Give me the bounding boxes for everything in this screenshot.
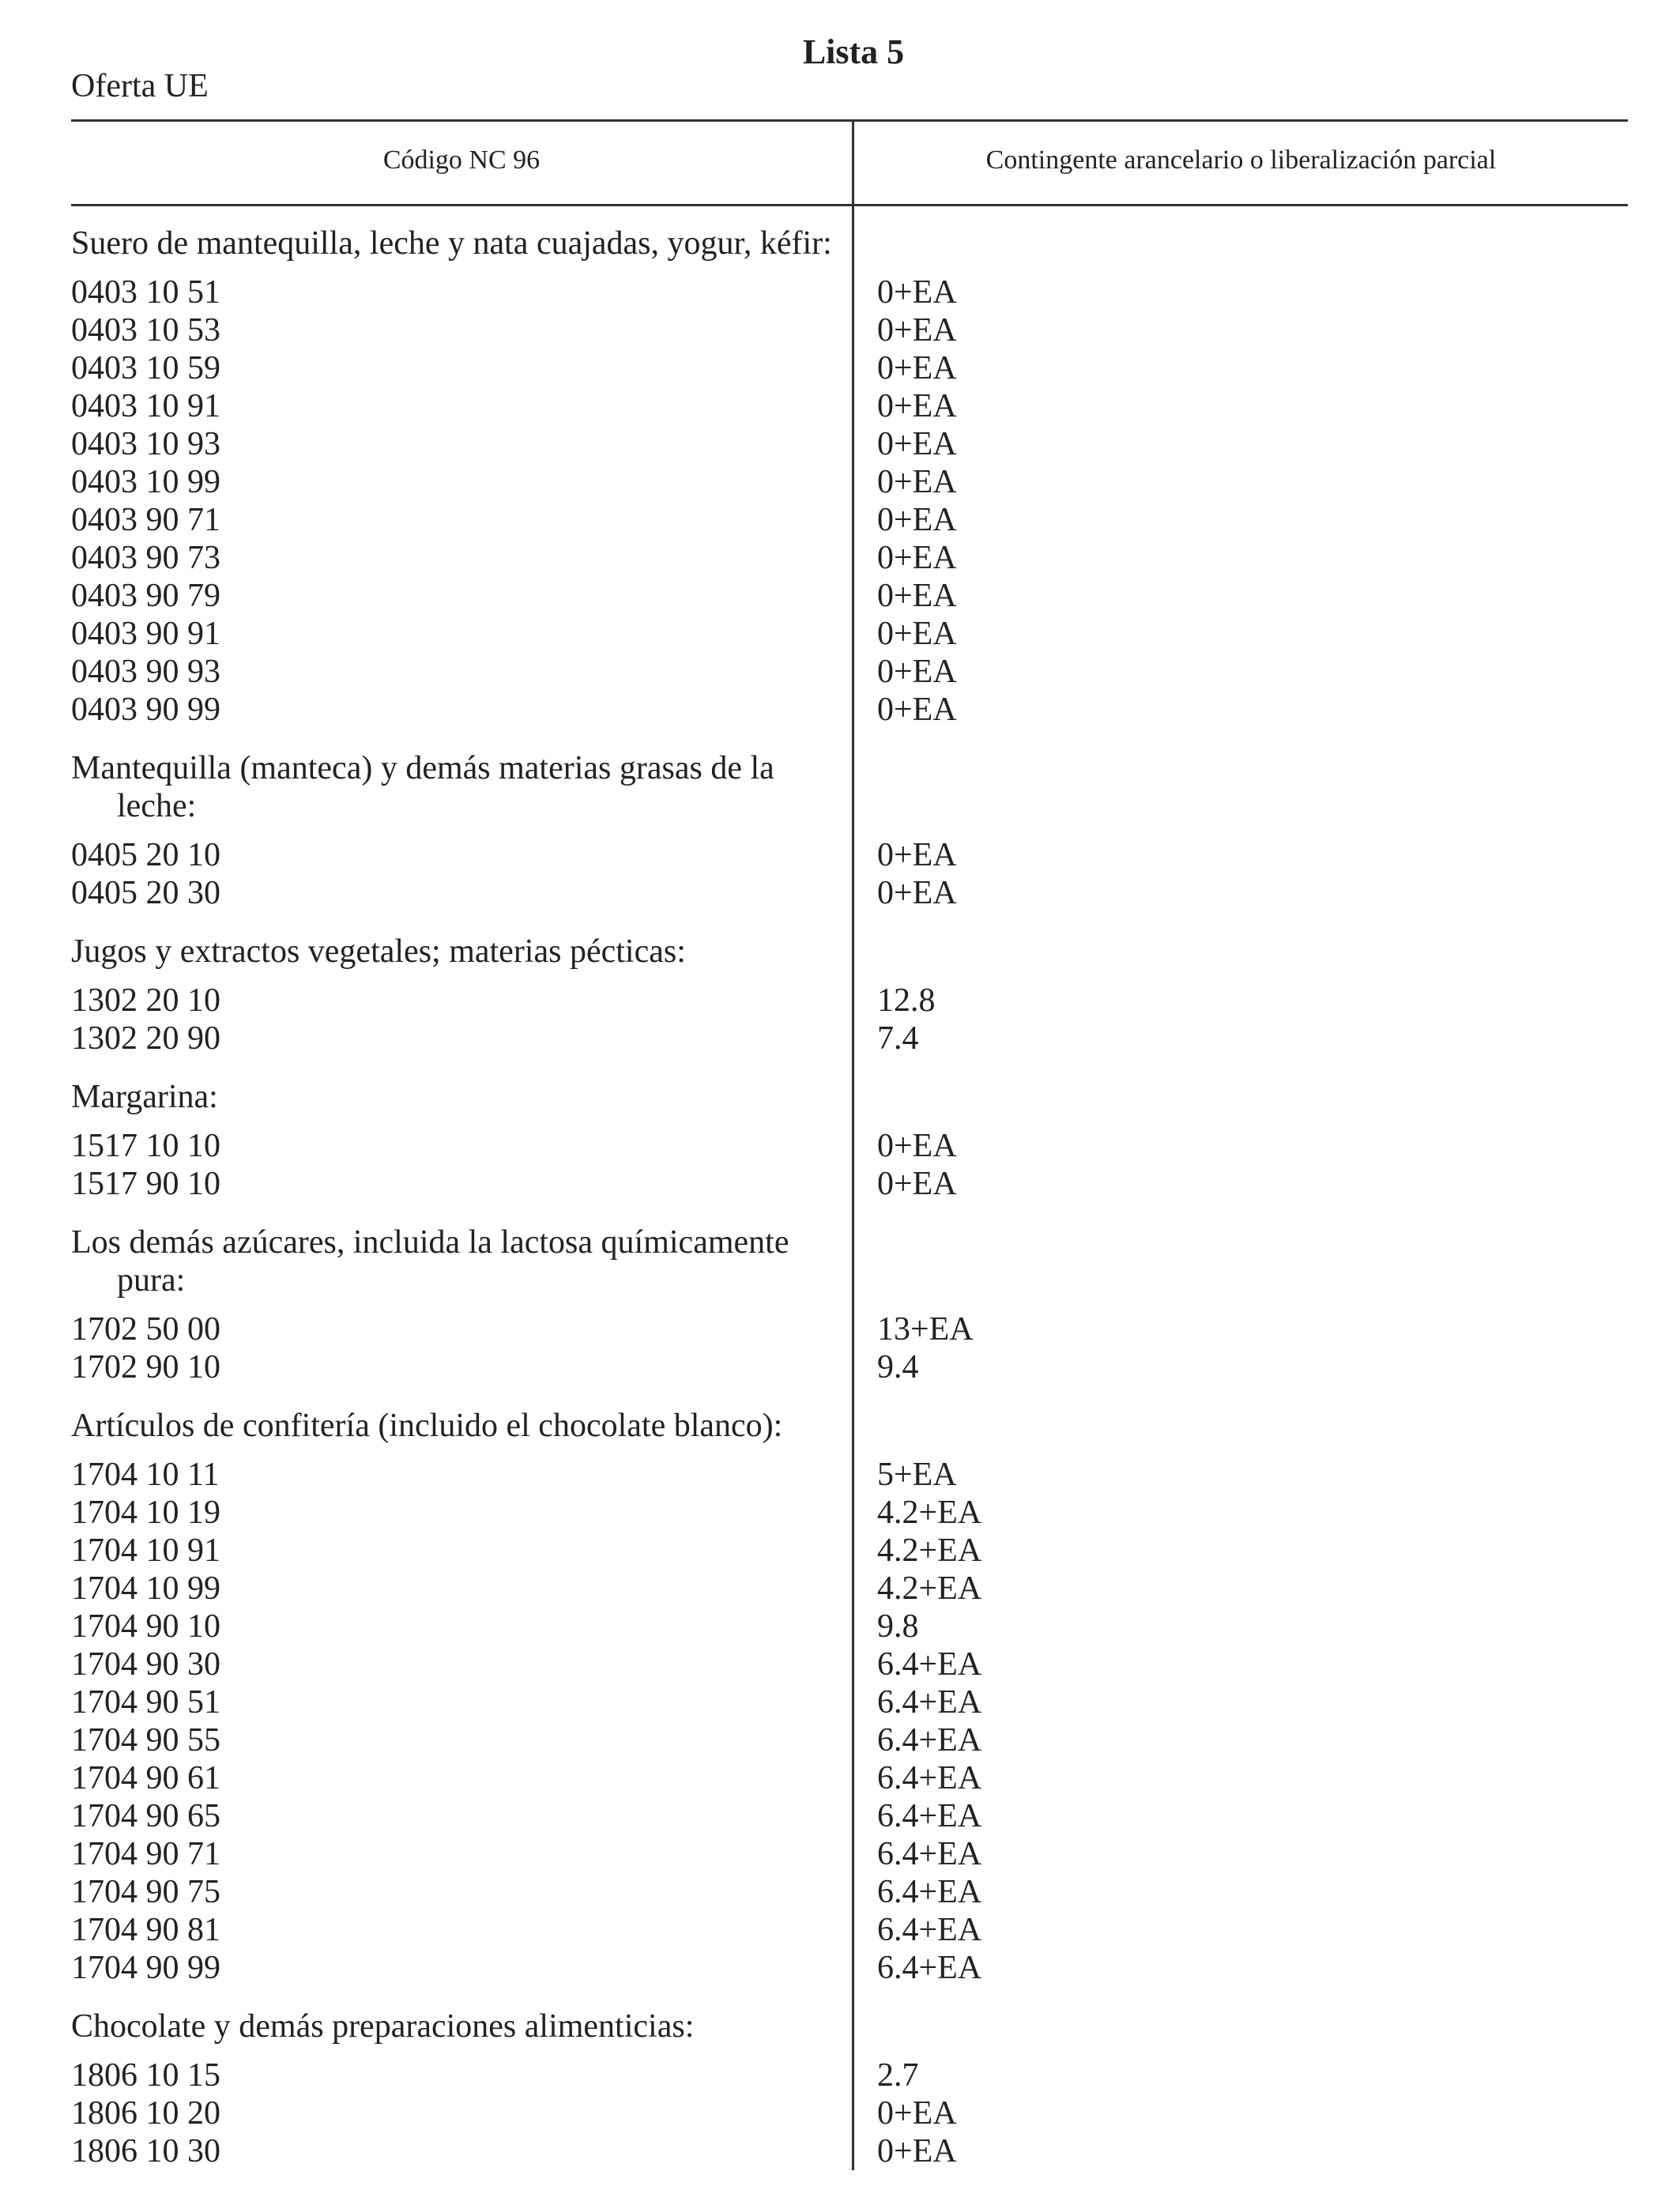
category-label: Mantequilla (manteca) y demás materias grasas de la bbox=[71, 750, 774, 786]
table-row bbox=[71, 349, 1628, 387]
quota-value: 0+EA bbox=[877, 426, 957, 462]
nc-code: 1806 10 15 bbox=[71, 2057, 220, 2094]
nc-code: 0403 10 53 bbox=[71, 312, 220, 349]
nc-code: 0403 90 79 bbox=[71, 578, 220, 614]
quota-value: 6.4+EA bbox=[877, 1836, 982, 1872]
table-top-rule bbox=[71, 119, 1628, 122]
category-label: Chocolate y demás preparaciones alimenticias: bbox=[71, 2008, 695, 2045]
nc-code: 1704 90 71 bbox=[71, 1836, 220, 1872]
nc-code: 1517 90 10 bbox=[71, 1166, 220, 1202]
table-row bbox=[71, 1608, 1628, 1646]
category-heading bbox=[71, 224, 838, 262]
nc-code: 0403 90 71 bbox=[71, 502, 220, 538]
table-row bbox=[71, 1570, 1628, 1608]
table-row bbox=[71, 539, 1628, 577]
table-row bbox=[71, 577, 1628, 615]
table-row bbox=[71, 1759, 1628, 1797]
offer-label: Oferta UE bbox=[71, 68, 209, 104]
nc-code: 1704 90 61 bbox=[71, 1760, 220, 1796]
quota-value: 0+EA bbox=[877, 692, 957, 728]
table-row bbox=[71, 1873, 1628, 1911]
category-heading bbox=[71, 1407, 838, 1445]
table-row bbox=[71, 836, 1628, 874]
quota-value: 0+EA bbox=[877, 654, 957, 690]
category-label-continuation: pura: bbox=[117, 1262, 186, 1299]
category-heading bbox=[71, 749, 838, 825]
nc-code: 1517 10 10 bbox=[71, 1128, 220, 1164]
nc-code: 0403 90 91 bbox=[71, 616, 220, 652]
quota-value: 6.4+EA bbox=[877, 1684, 982, 1721]
column-header-code: Código NC 96 bbox=[382, 145, 541, 175]
nc-code: 1302 20 10 bbox=[71, 982, 220, 1019]
quota-value: 6.4+EA bbox=[877, 1722, 982, 1759]
table-row bbox=[71, 1456, 1628, 1494]
nc-code: 0403 90 93 bbox=[71, 654, 220, 690]
quota-value: 12.8 bbox=[877, 982, 936, 1019]
quota-value: 0+EA bbox=[877, 540, 957, 576]
table-row bbox=[71, 311, 1628, 349]
nc-code: 1704 10 11 bbox=[71, 1457, 220, 1493]
quota-value: 6.4+EA bbox=[877, 1950, 982, 1986]
quota-value: 6.4+EA bbox=[877, 1760, 982, 1796]
quota-value: 6.4+EA bbox=[877, 1798, 982, 1834]
table-row bbox=[71, 2132, 1628, 2170]
table-row bbox=[71, 1721, 1628, 1759]
table-row bbox=[71, 1310, 1628, 1348]
quota-value: 6.4+EA bbox=[877, 1646, 982, 1683]
category-heading bbox=[71, 933, 838, 971]
nc-code: 1704 90 99 bbox=[71, 1950, 220, 1986]
nc-code: 1302 20 90 bbox=[71, 1020, 220, 1057]
nc-code: 0403 10 51 bbox=[71, 274, 220, 311]
nc-code: 1704 10 99 bbox=[71, 1570, 220, 1607]
quota-value: 2.7 bbox=[877, 2057, 919, 2094]
category-label: Los demás azúcares, incluida la lactosa químicamente bbox=[71, 1224, 789, 1261]
table-row bbox=[71, 653, 1628, 691]
quota-value: 0+EA bbox=[877, 350, 957, 386]
category-heading bbox=[71, 1223, 838, 1299]
nc-code: 1702 90 10 bbox=[71, 1349, 220, 1385]
quota-value: 4.2+EA bbox=[877, 1570, 982, 1607]
category-heading bbox=[71, 1078, 838, 1116]
tariff-table-body bbox=[71, 207, 1628, 2170]
quota-value: 0+EA bbox=[877, 1166, 957, 1202]
quota-value: 0+EA bbox=[877, 875, 957, 911]
category-label: Jugos y extractos vegetales; materias pécticas: bbox=[71, 933, 686, 970]
nc-code: 1704 10 91 bbox=[71, 1532, 220, 1569]
list-title: Lista 5 bbox=[802, 32, 905, 71]
table-row bbox=[71, 1683, 1628, 1721]
table-row bbox=[71, 615, 1628, 653]
table-row bbox=[71, 1165, 1628, 1203]
table-row bbox=[71, 1835, 1628, 1873]
nc-code: 0403 90 73 bbox=[71, 540, 220, 576]
quota-value: 0+EA bbox=[877, 388, 957, 424]
nc-code: 1806 10 30 bbox=[71, 2133, 220, 2169]
table-row bbox=[71, 273, 1628, 311]
quota-value: 6.4+EA bbox=[877, 1874, 982, 1910]
quota-value: 0+EA bbox=[877, 502, 957, 538]
quota-value: 5+EA bbox=[877, 1457, 957, 1493]
quota-value: 0+EA bbox=[877, 2095, 957, 2132]
table-row bbox=[71, 874, 1628, 912]
header-bottom-rule bbox=[71, 204, 1628, 206]
nc-code: 1704 90 81 bbox=[71, 1912, 220, 1948]
table-row bbox=[71, 501, 1628, 539]
quota-value: 0+EA bbox=[877, 464, 957, 500]
table-row bbox=[71, 463, 1628, 501]
quota-value: 4.2+EA bbox=[877, 1532, 982, 1569]
table-row bbox=[71, 2056, 1628, 2094]
table-row bbox=[71, 1532, 1628, 1570]
category-heading bbox=[71, 2007, 838, 2045]
quota-value: 6.4+EA bbox=[877, 1912, 982, 1948]
quota-value: 0+EA bbox=[877, 312, 957, 349]
table-row bbox=[71, 1127, 1628, 1165]
quota-value: 13+EA bbox=[877, 1311, 974, 1348]
quota-value: 9.4 bbox=[877, 1349, 919, 1385]
table-row bbox=[71, 982, 1628, 1020]
quota-value: 0+EA bbox=[877, 616, 957, 652]
nc-code: 1704 90 65 bbox=[71, 1798, 220, 1834]
quota-value: 4.2+EA bbox=[877, 1495, 982, 1531]
table-row bbox=[71, 1797, 1628, 1835]
nc-code: 1806 10 20 bbox=[71, 2095, 220, 2132]
nc-code: 1702 50 00 bbox=[71, 1311, 220, 1348]
table-row bbox=[71, 1348, 1628, 1386]
quota-value: 0+EA bbox=[877, 578, 957, 614]
column-header-quota: Contingente arancelario o liberalización parcial bbox=[985, 145, 1497, 175]
table-row bbox=[71, 1020, 1628, 1057]
category-label: Artículos de confitería (incluido el chocolate blanco): bbox=[71, 1408, 783, 1444]
nc-code: 0403 10 59 bbox=[71, 350, 220, 386]
table-row bbox=[71, 2094, 1628, 2132]
nc-code: 0403 90 99 bbox=[71, 692, 220, 728]
quota-value: 0+EA bbox=[877, 837, 957, 873]
table-row bbox=[71, 425, 1628, 463]
nc-code: 1704 90 10 bbox=[71, 1608, 220, 1645]
nc-code: 0403 10 99 bbox=[71, 464, 220, 500]
nc-code: 1704 90 30 bbox=[71, 1646, 220, 1683]
category-label-continuation: leche: bbox=[117, 788, 197, 824]
nc-code: 0405 20 30 bbox=[71, 875, 220, 911]
nc-code: 1704 90 51 bbox=[71, 1684, 220, 1721]
nc-code: 1704 10 19 bbox=[71, 1495, 220, 1531]
nc-code: 0403 10 91 bbox=[71, 388, 220, 424]
table-row bbox=[71, 691, 1628, 729]
table-row bbox=[71, 1949, 1628, 1987]
nc-code: 0403 10 93 bbox=[71, 426, 220, 462]
nc-code: 1704 90 55 bbox=[71, 1722, 220, 1759]
quota-value: 0+EA bbox=[877, 274, 957, 311]
table-row bbox=[71, 1494, 1628, 1532]
quota-value: 0+EA bbox=[877, 1128, 957, 1164]
table-row bbox=[71, 1911, 1628, 1949]
table-row bbox=[71, 387, 1628, 425]
quota-value: 0+EA bbox=[877, 2133, 957, 2169]
category-label: Margarina: bbox=[71, 1079, 218, 1115]
nc-code: 0405 20 10 bbox=[71, 837, 220, 873]
table-row bbox=[71, 1646, 1628, 1683]
quota-value: 7.4 bbox=[877, 1020, 919, 1057]
nc-code: 1704 90 75 bbox=[71, 1874, 220, 1910]
quota-value: 9.8 bbox=[877, 1608, 919, 1645]
category-label: Suero de mantequilla, leche y nata cuajadas, yogur, kéfir: bbox=[71, 225, 832, 262]
